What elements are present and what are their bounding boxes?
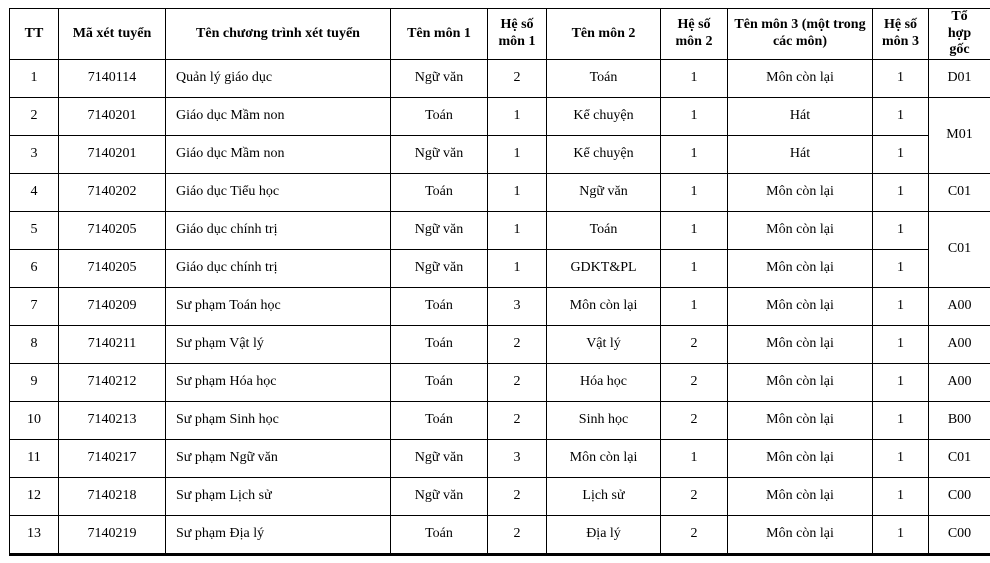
- cell-ten-mon-2: Sinh học: [547, 401, 661, 439]
- cell-to-hop-goc: A00: [929, 363, 990, 401]
- cell-ma-xet-tuyen: 7140202: [59, 173, 166, 211]
- cell-ten-chuong-trinh: Sư phạm Lịch sử: [166, 477, 391, 515]
- cell-ten-mon-2: GDKT&PL: [547, 249, 661, 287]
- cell-ten-chuong-trinh: Giáo dục chính trị: [166, 249, 391, 287]
- cell-ten-chuong-trinh: Sư phạm Hóa học: [166, 363, 391, 401]
- cell-he-so-mon-3: 1: [873, 325, 929, 363]
- cell-ten-mon-2: Hóa học: [547, 363, 661, 401]
- cell-he-so-mon-2: 1: [661, 211, 728, 249]
- cell-ten-mon-3: Môn còn lại: [728, 477, 873, 515]
- cell-he-so-mon-2: 2: [661, 477, 728, 515]
- table-row: [10, 97, 990, 135]
- cell-ma-xet-tuyen: 7140114: [59, 59, 166, 97]
- cell-he-so-mon-1: 3: [488, 287, 547, 325]
- cell-ten-mon-2: Địa lý: [547, 515, 661, 554]
- cell-ma-xet-tuyen: 7140211: [59, 325, 166, 363]
- cell-ten-mon-2: Môn còn lại: [547, 439, 661, 477]
- cell-he-so-mon-1: 2: [488, 325, 547, 363]
- cell-ma-xet-tuyen: 7140205: [59, 249, 166, 287]
- cell-ten-mon-2: Vật lý: [547, 325, 661, 363]
- table-row: [10, 211, 990, 249]
- table-row: [10, 249, 990, 287]
- cell-he-so-mon-2: 2: [661, 515, 728, 554]
- col-header-ten-mon-3: Tên môn 3 (một trong các môn): [728, 9, 873, 60]
- cell-tt: 5: [10, 211, 59, 249]
- table-row: [10, 59, 990, 97]
- cell-tt: 9: [10, 363, 59, 401]
- col-header-ten-chuong-trinh: Tên chương trình xét tuyển: [166, 9, 391, 60]
- table-row: [10, 325, 990, 363]
- cell-ma-xet-tuyen: 7140217: [59, 439, 166, 477]
- table-row: [10, 363, 990, 401]
- cell-tt: 7: [10, 287, 59, 325]
- col-header-he-so-mon-3: Hệ số môn 3: [873, 9, 929, 60]
- cell-he-so-mon-1: 2: [488, 515, 547, 554]
- cell-to-hop-goc: C00: [929, 477, 990, 515]
- cell-ma-xet-tuyen: 7140209: [59, 287, 166, 325]
- cell-tt: 2: [10, 97, 59, 135]
- cell-ten-mon-3: Môn còn lại: [728, 325, 873, 363]
- cell-ten-mon-1: Toán: [391, 515, 488, 554]
- cell-ten-mon-1: Ngữ văn: [391, 135, 488, 173]
- cell-ten-mon-1: Ngữ văn: [391, 477, 488, 515]
- cell-ma-xet-tuyen: 7140213: [59, 401, 166, 439]
- cell-tt: 10: [10, 401, 59, 439]
- table-row: [10, 135, 990, 173]
- cell-ten-mon-2: Kể chuyện: [547, 97, 661, 135]
- cell-ten-chuong-trinh: Giáo dục Mầm non: [166, 97, 391, 135]
- cell-tt: 13: [10, 515, 59, 554]
- cell-ten-mon-2: Ngữ văn: [547, 173, 661, 211]
- cell-ma-xet-tuyen: 7140205: [59, 211, 166, 249]
- cell-ma-xet-tuyen: 7140201: [59, 97, 166, 135]
- cell-ten-chuong-trinh: Giáo dục chính trị: [166, 211, 391, 249]
- col-header-tt: TT: [10, 9, 59, 60]
- cell-he-so-mon-2: 1: [661, 249, 728, 287]
- cell-tt: 8: [10, 325, 59, 363]
- cell-ten-mon-1: Toán: [391, 97, 488, 135]
- cell-tt: 12: [10, 477, 59, 515]
- cell-ten-chuong-trinh: Sư phạm Vật lý: [166, 325, 391, 363]
- cell-ten-mon-2: Kể chuyện: [547, 135, 661, 173]
- table-row: [10, 173, 990, 211]
- cell-ma-xet-tuyen: 7140201: [59, 135, 166, 173]
- cell-he-so-mon-2: 2: [661, 363, 728, 401]
- cell-he-so-mon-3: 1: [873, 59, 929, 97]
- cell-ten-mon-3: Môn còn lại: [728, 515, 873, 554]
- cell-ten-mon-3: Môn còn lại: [728, 287, 873, 325]
- cell-he-so-mon-1: 1: [488, 135, 547, 173]
- cell-he-so-mon-3: 1: [873, 97, 929, 135]
- cell-ten-mon-1: Toán: [391, 363, 488, 401]
- cell-ten-mon-3: Môn còn lại: [728, 249, 873, 287]
- cell-he-so-mon-2: 2: [661, 325, 728, 363]
- cell-ten-mon-1: Toán: [391, 287, 488, 325]
- cell-to-hop-goc: B00: [929, 401, 990, 439]
- col-header-ma-xet-tuyen: Mã xét tuyển: [59, 9, 166, 60]
- cell-he-so-mon-3: 1: [873, 249, 929, 287]
- cell-ma-xet-tuyen: 7140212: [59, 363, 166, 401]
- cell-ten-mon-1: Ngữ văn: [391, 59, 488, 97]
- table-header-row: [10, 9, 990, 60]
- cell-he-so-mon-3: 1: [873, 211, 929, 249]
- cell-he-so-mon-1: 1: [488, 249, 547, 287]
- cell-he-so-mon-3: 1: [873, 287, 929, 325]
- col-header-ten-mon-1: Tên môn 1: [391, 9, 488, 60]
- cell-ten-chuong-trinh: Sư phạm Địa lý: [166, 515, 391, 554]
- cell-ten-mon-2: Môn còn lại: [547, 287, 661, 325]
- table-row: [10, 439, 990, 477]
- cell-he-so-mon-3: 1: [873, 515, 929, 554]
- table-body: [10, 59, 990, 554]
- col-header-ten-mon-2: Tên môn 2: [547, 9, 661, 60]
- cell-to-hop-goc: C01: [929, 439, 990, 477]
- cell-tt: 6: [10, 249, 59, 287]
- cell-he-so-mon-1: 2: [488, 477, 547, 515]
- cell-ten-mon-1: Toán: [391, 173, 488, 211]
- cell-to-hop-goc: C00: [929, 515, 990, 554]
- table-row: [10, 515, 990, 554]
- cell-ten-mon-2: Toán: [547, 211, 661, 249]
- table-row: [10, 287, 990, 325]
- cell-he-so-mon-3: 1: [873, 477, 929, 515]
- cell-ten-chuong-trinh: Quản lý giáo dục: [166, 59, 391, 97]
- cell-tt: 1: [10, 59, 59, 97]
- cell-ten-chuong-trinh: Sư phạm Sinh học: [166, 401, 391, 439]
- cell-tt: 11: [10, 439, 59, 477]
- cell-ten-mon-1: Ngữ văn: [391, 211, 488, 249]
- cell-he-so-mon-2: 1: [661, 173, 728, 211]
- cell-ten-chuong-trinh: Sư phạm Ngữ văn: [166, 439, 391, 477]
- cell-ten-mon-3: Môn còn lại: [728, 211, 873, 249]
- cell-he-so-mon-3: 1: [873, 363, 929, 401]
- cell-he-so-mon-1: 1: [488, 173, 547, 211]
- cell-he-so-mon-2: 1: [661, 439, 728, 477]
- cell-ten-mon-3: Môn còn lại: [728, 401, 873, 439]
- cell-he-so-mon-2: 1: [661, 135, 728, 173]
- cell-ten-mon-3: Hát: [728, 135, 873, 173]
- cell-he-so-mon-1: 2: [488, 59, 547, 97]
- page: [0, 8, 990, 563]
- cell-ten-mon-1: Toán: [391, 401, 488, 439]
- table-row: [10, 477, 990, 515]
- cell-ten-mon-3: Môn còn lại: [728, 363, 873, 401]
- cell-he-so-mon-3: 1: [873, 135, 929, 173]
- cell-he-so-mon-1: 2: [488, 401, 547, 439]
- cell-ten-mon-3: Môn còn lại: [728, 173, 873, 211]
- col-header-he-so-mon-1: Hệ số môn 1: [488, 9, 547, 60]
- cell-ten-mon-3: Môn còn lại: [728, 439, 873, 477]
- cell-ten-mon-2: Toán: [547, 59, 661, 97]
- cell-to-hop-goc: A00: [929, 287, 990, 325]
- cell-ten-mon-3: Môn còn lại: [728, 59, 873, 97]
- cell-he-so-mon-1: 1: [488, 211, 547, 249]
- cell-he-so-mon-1: 1: [488, 97, 547, 135]
- cell-ten-chuong-trinh: Giáo dục Mầm non: [166, 135, 391, 173]
- cell-tt: 4: [10, 173, 59, 211]
- col-header-to-hop-goc: Tổ hợp gốc: [929, 9, 990, 60]
- cell-tt: 3: [10, 135, 59, 173]
- cell-to-hop-goc: D01: [929, 59, 990, 97]
- col-header-he-so-mon-2: Hệ số môn 2: [661, 9, 728, 60]
- cell-he-so-mon-2: 1: [661, 97, 728, 135]
- cell-ten-mon-1: Ngữ văn: [391, 439, 488, 477]
- cell-he-so-mon-2: 2: [661, 401, 728, 439]
- cell-he-so-mon-2: 1: [661, 287, 728, 325]
- cell-he-so-mon-1: 2: [488, 363, 547, 401]
- cell-to-hop-goc: M01: [929, 97, 990, 173]
- cell-to-hop-goc: C01: [929, 173, 990, 211]
- cell-ten-mon-1: Toán: [391, 325, 488, 363]
- cell-ten-chuong-trinh: Giáo dục Tiểu học: [166, 173, 391, 211]
- cell-he-so-mon-1: 3: [488, 439, 547, 477]
- cell-ten-chuong-trinh: Sư phạm Toán học: [166, 287, 391, 325]
- cell-to-hop-goc: A00: [929, 325, 990, 363]
- cell-ma-xet-tuyen: 7140219: [59, 515, 166, 554]
- cell-he-so-mon-3: 1: [873, 401, 929, 439]
- cell-he-so-mon-3: 1: [873, 173, 929, 211]
- cell-he-so-mon-2: 1: [661, 59, 728, 97]
- admission-table: [9, 8, 990, 556]
- cell-he-so-mon-3: 1: [873, 439, 929, 477]
- cell-ten-mon-1: Ngữ văn: [391, 249, 488, 287]
- cell-ten-mon-2: Lịch sử: [547, 477, 661, 515]
- cell-to-hop-goc: C01: [929, 211, 990, 287]
- cell-ma-xet-tuyen: 7140218: [59, 477, 166, 515]
- cell-ten-mon-3: Hát: [728, 97, 873, 135]
- table-row: [10, 401, 990, 439]
